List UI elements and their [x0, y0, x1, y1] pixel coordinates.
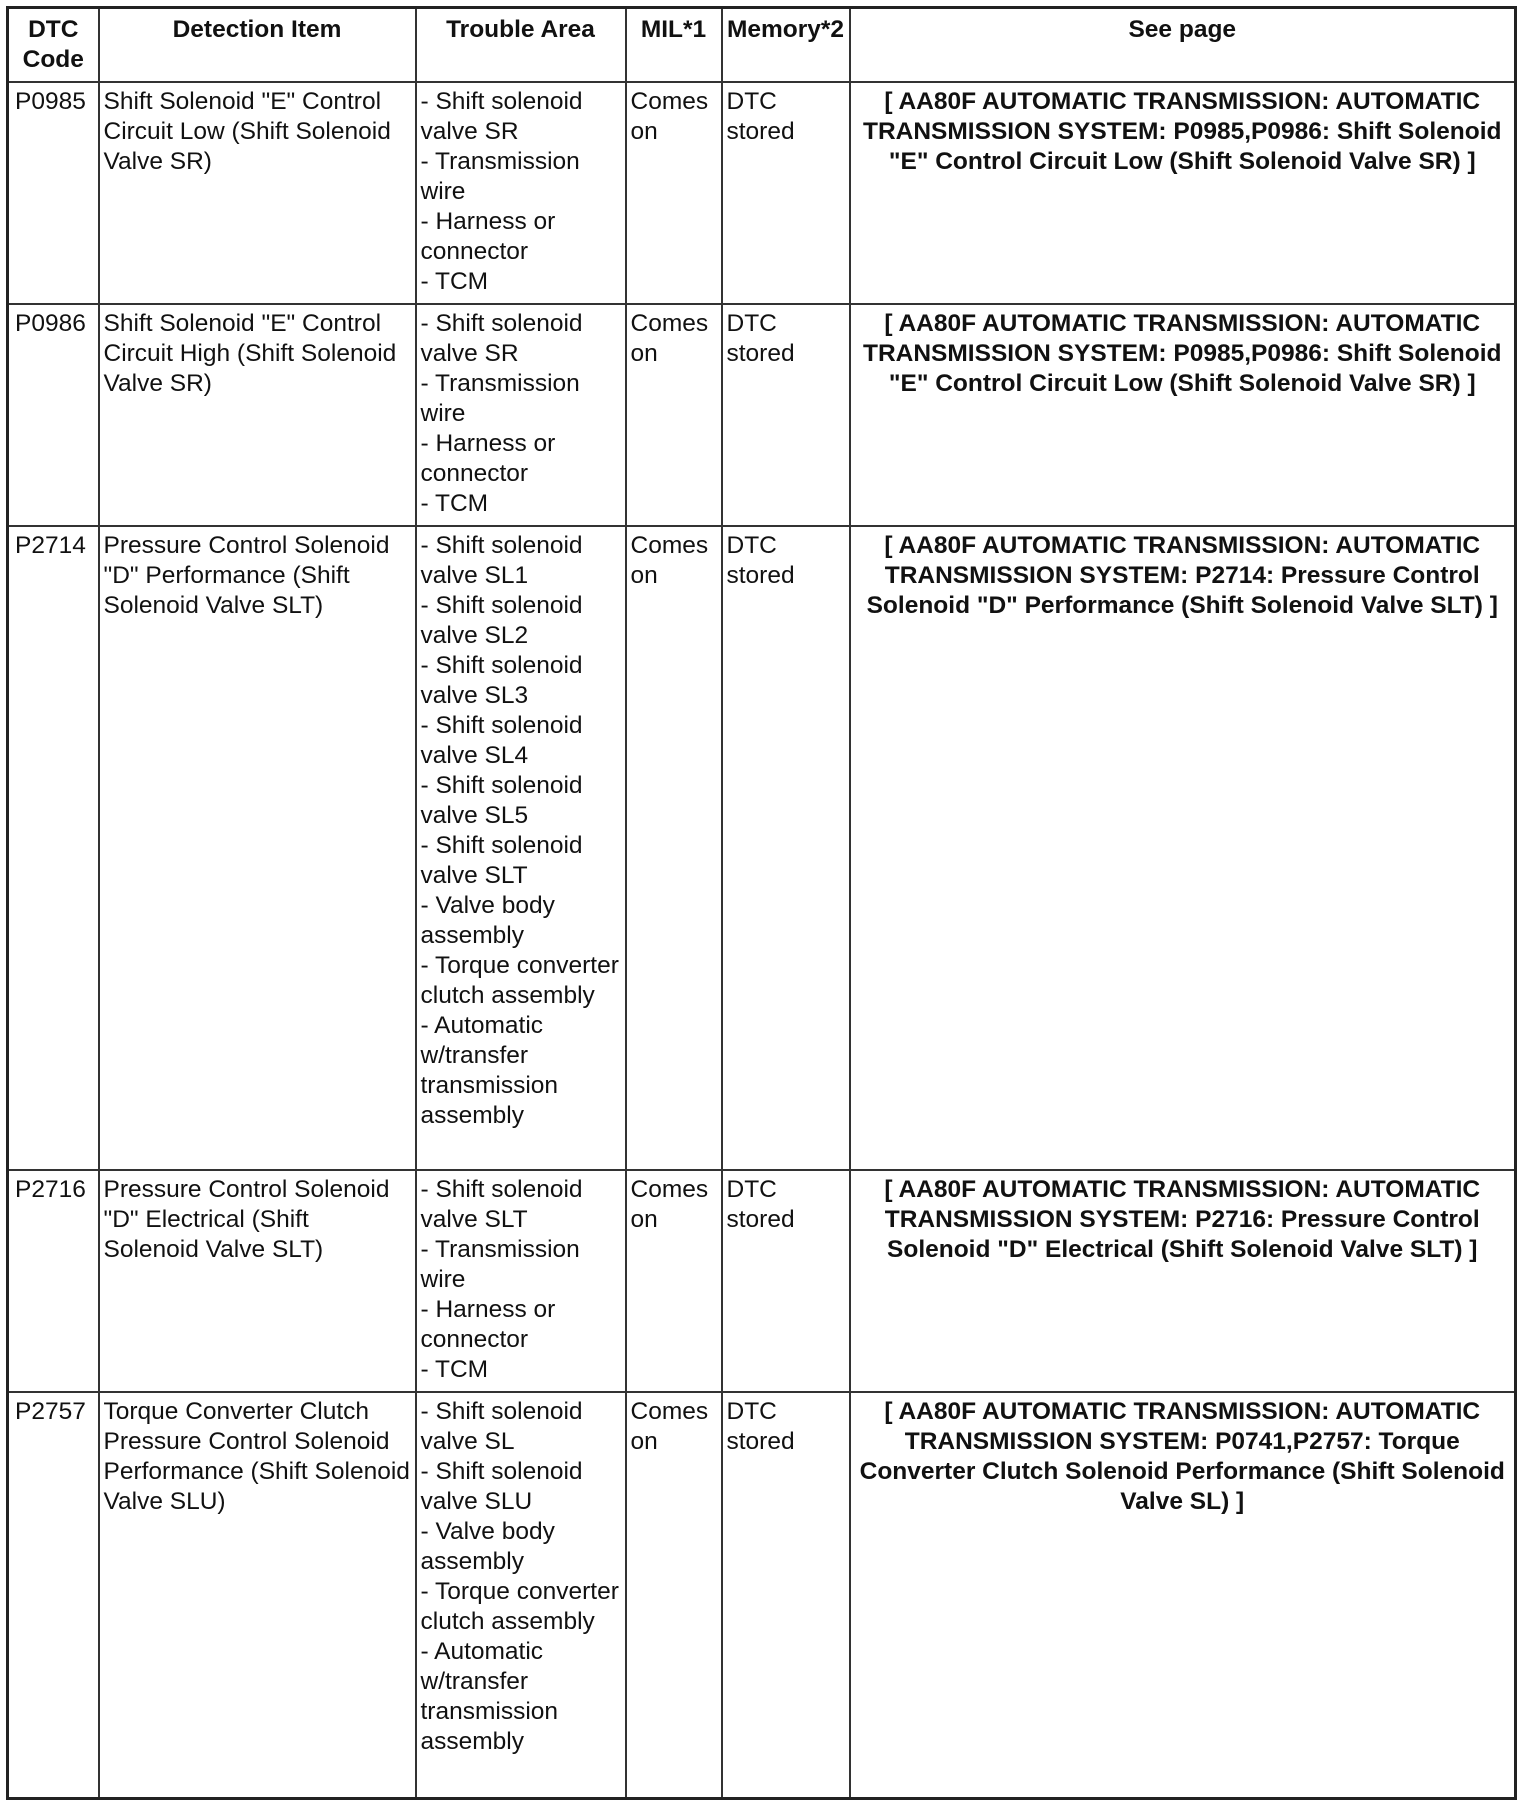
detection-item-cell: Pressure Control Solenoid "D" Electrical (Shift Solenoid Valve SLT): [99, 1170, 416, 1392]
header-dtc-code: DTC Code: [8, 8, 99, 83]
detection-item-cell: Shift Solenoid "E" Control Circuit High (Shift Solenoid Valve SR): [99, 304, 416, 526]
mil-cell: Comes on: [626, 526, 722, 1170]
header-see-page: See page: [850, 8, 1516, 83]
table-header: [8, 8, 1516, 83]
memory-cell: DTC stored: [722, 526, 850, 1170]
trouble-area-cell: - Shift solenoid valve SR - Transmission wire - Harness or connector - TCM: [416, 82, 626, 304]
mil-cell: Comes on: [626, 82, 722, 304]
header-memory: Memory*2: [722, 8, 850, 83]
dtc-table: [6, 6, 1517, 1800]
table-body: [8, 82, 1516, 1798]
dtc-code-cell: P0985: [8, 82, 99, 304]
table-row: [8, 526, 1516, 1170]
mil-cell: Comes on: [626, 1170, 722, 1392]
header-mil: MIL*1: [626, 8, 722, 83]
trouble-area-cell: - Shift solenoid valve SLT - Transmission wire - Harness or connector - TCM: [416, 1170, 626, 1392]
header-detection-item: Detection Item: [99, 8, 416, 83]
header-trouble-area: Trouble Area: [416, 8, 626, 83]
see-page-link[interactable]: [ AA80F AUTOMATIC TRANSMISSION: AUTOMATIC TRANSMISSION SYSTEM: P2714: Pressure Control Solenoid "D" Performance (Shift Solenoid Valve SLT) ]: [850, 526, 1516, 1170]
see-page-link[interactable]: [ AA80F AUTOMATIC TRANSMISSION: AUTOMATIC TRANSMISSION SYSTEM: P0985,P0986: Shift Solenoid "E" Control Circuit Low (Shift Solenoid Valve SR) ]: [850, 82, 1516, 304]
table-row: [8, 82, 1516, 304]
mil-cell: Comes on: [626, 304, 722, 526]
trouble-area-cell: - Shift solenoid valve SR - Transmission wire - Harness or connector - TCM: [416, 304, 626, 526]
dtc-code-cell: P2716: [8, 1170, 99, 1392]
dtc-code-cell: P0986: [8, 304, 99, 526]
table-row: [8, 1170, 1516, 1392]
see-page-link[interactable]: [ AA80F AUTOMATIC TRANSMISSION: AUTOMATIC TRANSMISSION SYSTEM: P2716: Pressure Control Solenoid "D" Electrical (Shift Solenoid Valve SLT) ]: [850, 1170, 1516, 1392]
header-row: [8, 8, 1516, 83]
trouble-area-cell: - Shift solenoid valve SL1 - Shift solenoid valve SL2 - Shift solenoid valve SL3 - Shift solenoid valve SL4 - Shift solenoid valve SL5 - Shift solenoid valve SLT - Valve body assembly - Torque converter clutch assembly - Automatic w/transfer transmission assembly: [416, 526, 626, 1170]
memory-cell: DTC stored: [722, 82, 850, 304]
detection-item-cell: Torque Converter Clutch Pressure Control Solenoid Performance (Shift Solenoid Valve SLU): [99, 1392, 416, 1798]
detection-item-cell: Shift Solenoid "E" Control Circuit Low (Shift Solenoid Valve SR): [99, 82, 416, 304]
table-row: [8, 1392, 1516, 1798]
memory-cell: DTC stored: [722, 1392, 850, 1798]
dtc-code-cell: P2757: [8, 1392, 99, 1798]
table-row: [8, 304, 1516, 526]
dtc-code-cell: P2714: [8, 526, 99, 1170]
trouble-area-cell: - Shift solenoid valve SL - Shift solenoid valve SLU - Valve body assembly - Torque converter clutch assembly - Automatic w/transfer transmission assembly: [416, 1392, 626, 1798]
detection-item-cell: Pressure Control Solenoid "D" Performance (Shift Solenoid Valve SLT): [99, 526, 416, 1170]
memory-cell: DTC stored: [722, 304, 850, 526]
see-page-link[interactable]: [ AA80F AUTOMATIC TRANSMISSION: AUTOMATIC TRANSMISSION SYSTEM: P0985,P0986: Shift Solenoid "E" Control Circuit Low (Shift Solenoid Valve SR) ]: [850, 304, 1516, 526]
see-page-link[interactable]: [ AA80F AUTOMATIC TRANSMISSION: AUTOMATIC TRANSMISSION SYSTEM: P0741,P2757: Torque Converter Clutch Solenoid Performance (Shift Solenoid Valve SL) ]: [850, 1392, 1516, 1798]
mil-cell: Comes on: [626, 1392, 722, 1798]
memory-cell: DTC stored: [722, 1170, 850, 1392]
